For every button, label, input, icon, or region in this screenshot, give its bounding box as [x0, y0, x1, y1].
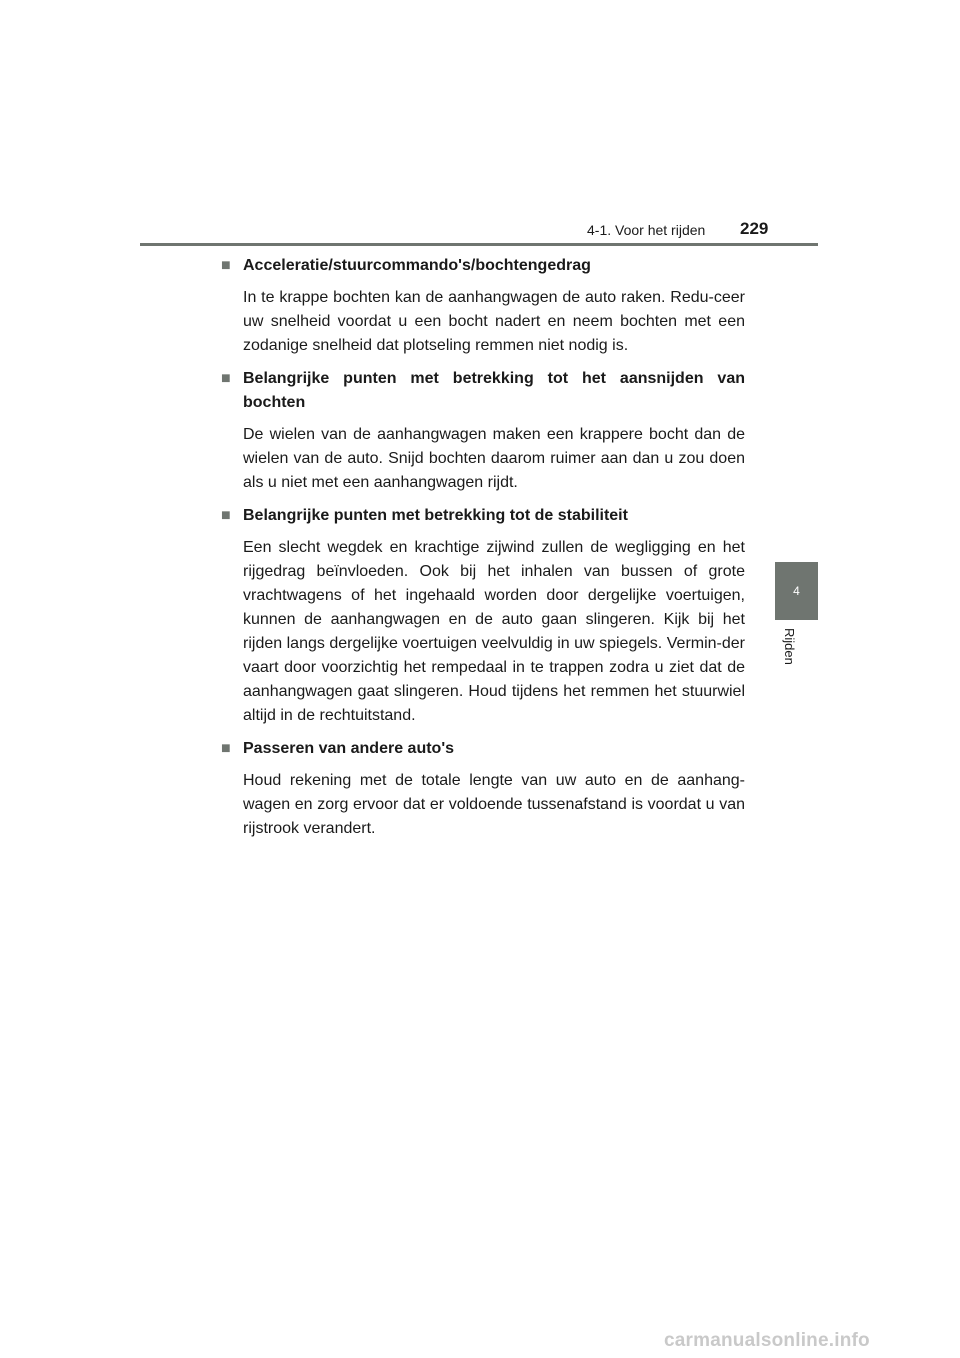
- square-bullet-icon: ■: [221, 507, 231, 524]
- section-body: Een slecht wegdek en krachtige zijwind zullen de wegligging en het rijgedrag beïnvloeden. Ook bij het inhalen van bussen of grote vrachtwagens of het ingehaald worden door dergelijke voertuigen, kunnen de aanhangwagen en de auto gaan slingeren. Kijk bij het rijden langs dergelijke voertuigen veelvuldig in uw spiegels. Vermin-der vaart door voorzichtig het rempedaal in te trappen zodra u ziet dat de aanhangwagen gaat slingeren. Houd tijdens het remmen het stuurwiel altijd in de rechtuitstand.: [243, 539, 745, 724]
- square-bullet-icon: ■: [221, 370, 231, 387]
- section-heading: Belangrijke punten met betrekking tot de stabiliteit: [243, 507, 628, 524]
- chapter-tab: 4: [775, 562, 818, 620]
- chapter-label: Rijden: [782, 628, 797, 665]
- section-stability: [221, 504, 745, 728]
- square-bullet-icon: ■: [221, 740, 231, 757]
- page-number: 229: [740, 219, 769, 238]
- section-cornering: [221, 367, 745, 495]
- section-passing: [221, 737, 745, 841]
- section-heading: Acceleratie/stuurcommando's/bochtengedrag: [243, 257, 591, 274]
- section-body: De wielen van de aanhangwagen maken een krappere bocht dan de wielen van de auto. Snijd bochten daarom ruimer aan dan u zou doen als u niet met een aanhangwagen rijdt.: [243, 426, 745, 491]
- square-bullet-icon: ■: [221, 257, 231, 274]
- section-body: Houd rekening met de totale lengte van uw auto en de aanhang-wagen en zorg ervoor dat er voldoende tussenafstand is voordat u van rijstrook verandert.: [243, 772, 745, 837]
- page-content: [221, 254, 745, 850]
- section-acceleration: [221, 254, 745, 358]
- header-section-title: 4-1. Voor het rijden: [587, 222, 706, 238]
- section-heading: Passeren van andere auto's: [243, 740, 455, 757]
- watermark-text: carmanualsonline.info: [664, 1330, 870, 1351]
- section-heading: Belangrijke punten met betrekking tot het aansnijden van bochten: [243, 370, 745, 411]
- header-divider: [140, 243, 818, 246]
- section-body: In te krappe bochten kan de aanhangwagen de auto raken. Redu-ceer uw snelheid voordat u een bocht nadert en neem bochten met een zodanige snelheid dat plotseling remmen niet nodig is.: [243, 289, 745, 354]
